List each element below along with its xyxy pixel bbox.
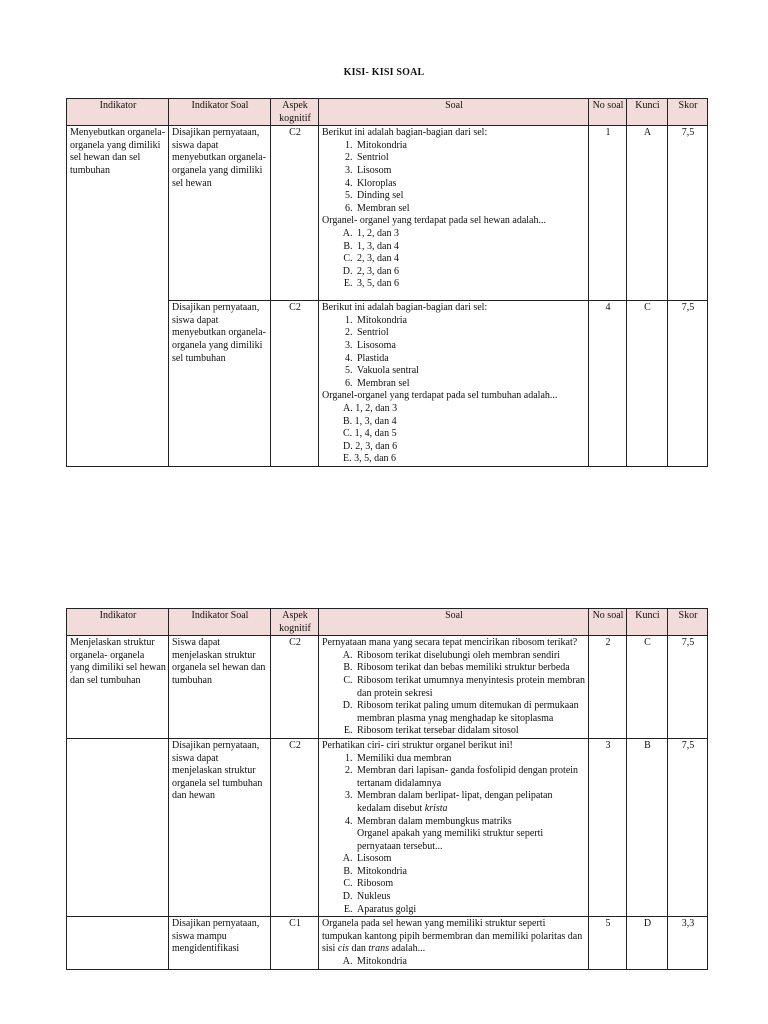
aspek-cell: C2 — [271, 126, 319, 301]
list-item: 6. Membran sel — [355, 203, 586, 216]
header-indikator-soal: Indikator Soal — [169, 609, 271, 636]
header-indikator-soal: Indikator Soal — [169, 99, 271, 126]
list-item: 1. Mitokondria — [355, 315, 586, 328]
soal-cell — [319, 126, 589, 301]
list-item: 1. Memiliki dua membran — [355, 753, 586, 766]
option-item: A. 1, 2, dan 3 — [355, 228, 586, 241]
header-soal: Soal — [319, 609, 589, 636]
table-header-row — [67, 609, 708, 636]
no-soal-cell: 3 — [589, 738, 627, 916]
soal-emphasis-cis: cis — [337, 943, 349, 955]
option-item: D. 2, 3, dan 6 — [343, 440, 398, 452]
header-skor: Skor — [668, 609, 708, 636]
aspek-cell: C2 — [271, 301, 319, 467]
list-item: 4. Kloroplas — [355, 178, 586, 191]
header-indikator: Indikator — [67, 609, 169, 636]
soal-question — [322, 918, 586, 956]
header-kunci: Kunci — [627, 609, 668, 636]
option-item: D. 2, 3, dan 6 — [355, 266, 586, 279]
indikator-cell: Menyebutkan organela- organela yang dimiliki sel hewan dan sel tumbuhan — [67, 126, 169, 467]
option-item: E. 3, 5, dan 6 — [355, 278, 586, 291]
skor-cell: 7,5 — [668, 738, 708, 916]
header-indikator: Indikator — [67, 99, 169, 126]
list-item-text: Membran dalam membungkus matriks — [357, 815, 512, 827]
header-kunci: Kunci — [627, 99, 668, 126]
soal-question: Pernyataan mana yang secara tepat mencirikan ribosom terikat? — [322, 637, 578, 649]
header-soal: Soal — [319, 99, 589, 126]
list-item: 4. Plastida — [355, 353, 586, 366]
table-row — [67, 917, 708, 969]
soal-cell — [319, 917, 589, 969]
soal-question: Organel-organel yang terdapat pada sel tumbuhan adalah... — [322, 390, 558, 402]
list-item — [355, 816, 586, 854]
option-item: C. Ribosom terikat umumnya menyintesis protein membran dan protein sekresi — [355, 675, 586, 700]
aspek-cell: C1 — [271, 917, 319, 969]
option-item: B. 1, 3, dan 4 — [355, 241, 586, 254]
option-item: A. 1, 2, dan 3 — [343, 402, 398, 414]
indikator-cell-empty — [67, 917, 169, 969]
option-item: B. Mitokondria — [355, 866, 586, 879]
indikator-soal-cell: Disajikan pernyataan, siswa mampu mengidentifikasi — [169, 917, 271, 969]
indikator-soal-cell: Siswa dapat menjelaskan struktur organela sel hewan dan tumbuhan — [169, 636, 271, 739]
option-item: A. Mitokondria — [355, 956, 586, 969]
soal-question: Organel apakah yang memiliki struktur seperti pernyataan tersebut... — [357, 828, 544, 852]
list-item: 2. Membran dari lapisan- ganda fosfolipid dengan protein tertanam didalamnya — [355, 765, 586, 790]
option-item: A. Lisosom — [355, 853, 586, 866]
soal-text: adalah... — [388, 943, 426, 955]
option-item: B. 1, 3, dan 4 — [343, 415, 397, 427]
list-item: 6. Membran sel — [355, 378, 586, 391]
table-header-row — [67, 99, 708, 126]
list-item: 5. Vakuola sentral — [355, 365, 586, 378]
list-item — [355, 790, 586, 815]
soal-question: Organel- organel yang terdapat pada sel hewan adalah... — [322, 215, 546, 227]
header-aspek: Aspek kognitif — [271, 99, 319, 126]
soal-emphasis-trans: trans — [368, 943, 389, 955]
aspek-cell: C2 — [271, 636, 319, 739]
table-row — [67, 126, 708, 301]
option-item: C. Ribosom — [355, 878, 586, 891]
kunci-cell: D — [627, 917, 668, 969]
option-item: C. 2, 3, dan 4 — [355, 253, 586, 266]
kunci-cell: C — [627, 301, 668, 467]
skor-cell: 7,5 — [668, 126, 708, 301]
list-item: 5. Dinding sel — [355, 190, 586, 203]
list-item: 3. Lisosom — [355, 165, 586, 178]
soal-intro: Berikut ini adalah bagian-bagian dari sel: — [322, 302, 488, 314]
kunci-cell: B — [627, 738, 668, 916]
table-row — [67, 738, 708, 916]
list-item: 3. Lisosoma — [355, 340, 586, 353]
indikator-soal-cell: Disajikan pernyataan, siswa dapat menyebutkan organela- organela yang dimiliki sel tumbuhan — [169, 301, 271, 467]
option-item: C. 1, 4, dan 5 — [343, 428, 397, 440]
list-item-emphasis: krista — [424, 802, 448, 814]
kisi-table-1 — [66, 98, 708, 467]
option-item: A. Ribosom terikat diselubungi oleh membran sendiri — [355, 650, 586, 663]
no-soal-cell: 2 — [589, 636, 627, 739]
no-soal-cell: 4 — [589, 301, 627, 467]
soal-cell — [319, 738, 589, 916]
soal-cell — [319, 301, 589, 467]
kunci-cell: C — [627, 636, 668, 739]
skor-cell: 7,5 — [668, 636, 708, 739]
no-soal-cell: 5 — [589, 917, 627, 969]
list-item: 2. Sentriol — [355, 327, 586, 340]
kunci-cell: A — [627, 126, 668, 301]
soal-text: dan — [348, 943, 369, 955]
option-item: E. Aparatus golgi — [355, 904, 586, 917]
page-title: KISI- KISI SOAL — [343, 67, 425, 78]
indikator-soal-cell: Disajikan pernyataan, siswa dapat menyebutkan organela- organela yang dimiliki sel hewan — [169, 126, 271, 301]
skor-cell: 3,3 — [668, 917, 708, 969]
header-no-soal: No soal — [589, 609, 627, 636]
option-item: E. 3, 5, dan 6 — [343, 453, 397, 465]
soal-cell — [319, 636, 589, 739]
table-row — [67, 636, 708, 739]
option-item: B. Ribosom terikat dan bebas memiliki struktur berbeda — [355, 662, 586, 675]
option-item: E. Ribosom terikat tersebar didalam sitosol — [355, 725, 586, 738]
skor-cell: 7,5 — [668, 301, 708, 467]
header-no-soal: No soal — [589, 99, 627, 126]
option-item: D. Nukleus — [355, 891, 586, 904]
soal-text: Organela pada sel hewan yang memiliki struktur seperti tumpukan kantong pipih bermembran dan memiliki polaritas dan sisi — [322, 918, 583, 955]
indikator-cell: Menjelaskan struktur organela- organela yang dimiliki sel hewan dan sel tumbuhan — [67, 636, 169, 739]
header-skor: Skor — [668, 99, 708, 126]
soal-intro: Berikut ini adalah bagian-bagian dari sel: — [322, 127, 488, 139]
list-item-text: Membran dalam berlipat- lipat, dengan pelipatan kedalam disebut — [357, 790, 553, 814]
list-item: 2. Sentriol — [355, 152, 586, 165]
aspek-cell: C2 — [271, 738, 319, 916]
no-soal-cell: 1 — [589, 126, 627, 301]
kisi-table-2 — [66, 608, 708, 970]
indikator-cell-empty — [67, 738, 169, 916]
header-aspek: Aspek kognitif — [271, 609, 319, 636]
list-item: 1. Mitokondria — [355, 140, 586, 153]
soal-intro: Perhatikan ciri- ciri struktur organel berikut ini! — [322, 739, 513, 751]
option-item: D. Ribosom terikat paling umum ditemukan di permukaan membran plasma ynag menghadap ke sitoplasma — [355, 700, 586, 725]
indikator-soal-cell: Disajikan pernyataan, siswa dapat menjelaskan struktur organela sel tumbuhan dan hewan — [169, 738, 271, 916]
